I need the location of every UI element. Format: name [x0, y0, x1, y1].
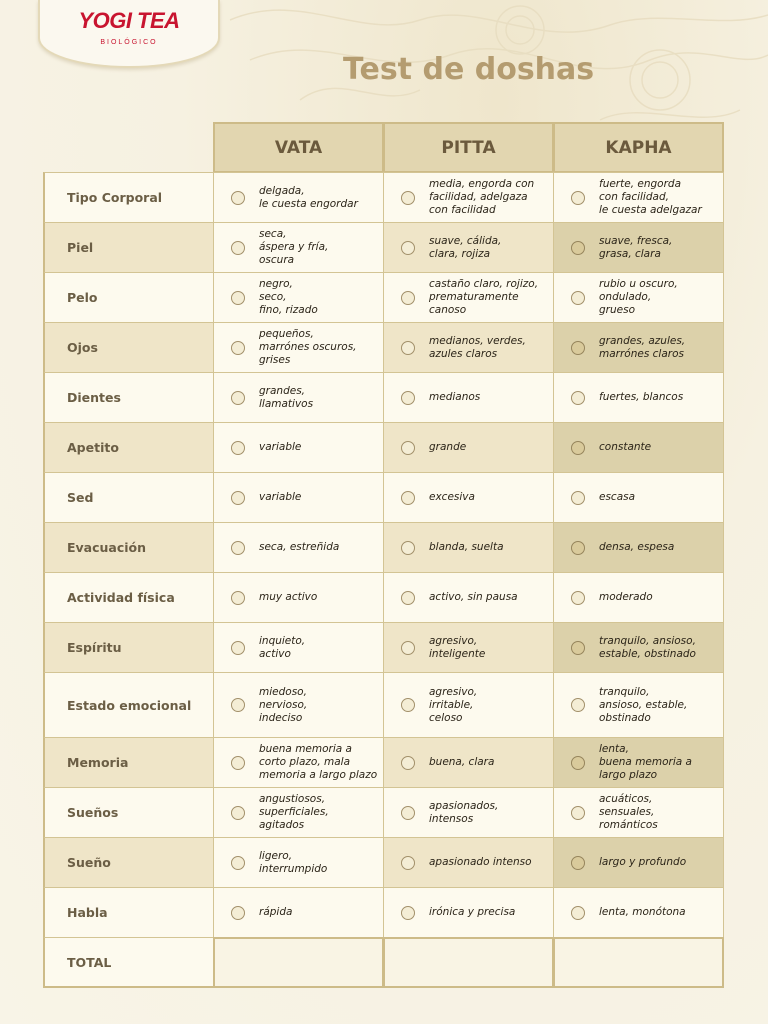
option-text: apasionado intenso: [429, 856, 532, 868]
option-text: blanda, suelta: [429, 541, 504, 553]
column-header-kapha: KAPHA: [553, 122, 724, 173]
option-cell-vata[interactable]: [213, 737, 384, 788]
radio-button[interactable]: [231, 906, 245, 920]
page-title: Test de doshas: [343, 52, 595, 87]
option-text: muy activo: [259, 591, 318, 603]
radio-button[interactable]: [231, 591, 245, 605]
row-label: Tipo Corporal: [43, 172, 214, 223]
option-cell-kapha[interactable]: [553, 422, 724, 473]
option-cell-kapha[interactable]: [553, 272, 724, 323]
option-text: grande: [429, 441, 467, 453]
option-cell-vata[interactable]: [213, 672, 384, 738]
option-cell-vata[interactable]: [213, 472, 384, 523]
option-text: grandes, azules, marrónes claros: [599, 334, 686, 360]
row-label: Estado emocional: [43, 672, 214, 738]
radio-button[interactable]: [231, 191, 245, 205]
option-text: constante: [599, 441, 652, 453]
radio-button[interactable]: [401, 591, 415, 605]
column-header-pitta: PITTA: [383, 122, 554, 173]
option-text: lenta, monótona: [599, 906, 686, 918]
option-text: rápida: [259, 906, 293, 918]
option-text: buena, clara: [429, 756, 495, 768]
option-cell-kapha[interactable]: [553, 372, 724, 423]
empty-corner: [44, 123, 214, 173]
option-cell-kapha[interactable]: [553, 522, 724, 573]
radio-button[interactable]: [231, 441, 245, 455]
option-text: inquieto, activo: [259, 634, 306, 660]
radio-button[interactable]: [231, 291, 245, 305]
option-text: agresivo, irritable, celoso: [429, 685, 478, 724]
radio-button[interactable]: [401, 291, 415, 305]
row-label: Evacuación: [43, 522, 214, 573]
radio-button[interactable]: [401, 806, 415, 820]
option-text: moderado: [599, 591, 653, 603]
option-cell-kapha[interactable]: [553, 322, 724, 373]
option-text: ligero, interrumpido: [259, 849, 328, 875]
radio-button[interactable]: [401, 641, 415, 655]
radio-button[interactable]: [401, 191, 415, 205]
option-cell-vata[interactable]: [213, 787, 384, 838]
radio-button[interactable]: [571, 856, 585, 870]
radio-button[interactable]: [571, 756, 585, 770]
option-text: castaño claro, rojizo, prematuramente canoso: [429, 278, 539, 316]
radio-button[interactable]: [231, 806, 245, 820]
radio-button[interactable]: [231, 341, 245, 355]
option-text: rubio u oscuro, ondulado, grueso: [599, 278, 678, 316]
option-cell-kapha[interactable]: [553, 622, 724, 673]
option-text: irónica y precisa: [429, 906, 516, 918]
option-text: fuerte, engorda con facilidad, le cuesta adelgazar: [599, 178, 702, 216]
option-cell-vata[interactable]: [213, 422, 384, 473]
option-cell-vata[interactable]: [213, 622, 384, 673]
radio-button[interactable]: [231, 241, 245, 255]
row-label: Espíritu: [43, 622, 214, 673]
radio-button[interactable]: [401, 391, 415, 405]
option-cell-pitta[interactable]: [383, 837, 554, 888]
option-cell-kapha[interactable]: [553, 222, 724, 273]
option-cell-kapha[interactable]: [553, 472, 724, 523]
option-cell-kapha[interactable]: [553, 837, 724, 888]
radio-button[interactable]: [401, 856, 415, 870]
radio-button[interactable]: [571, 591, 585, 605]
radio-button[interactable]: [571, 806, 585, 820]
radio-button[interactable]: [571, 441, 585, 455]
radio-button[interactable]: [401, 441, 415, 455]
column-header-vata: VATA: [213, 122, 384, 173]
option-text: escasa: [599, 491, 636, 503]
radio-button[interactable]: [571, 291, 585, 305]
row-label: Sueño: [43, 837, 214, 888]
option-text: angustiosos, superficiales, agitados: [259, 793, 329, 831]
row-label: Apetito: [43, 422, 214, 473]
radio-button[interactable]: [231, 391, 245, 405]
option-cell-pitta[interactable]: [383, 672, 554, 738]
option-cell-pitta[interactable]: [383, 422, 554, 473]
option-text: suave, fresca, grasa, clara: [599, 234, 673, 260]
option-text: lenta, buena memoria a largo plazo: [599, 743, 692, 781]
option-text: grandes, llamativos: [259, 384, 314, 410]
option-text: densa, espesa: [599, 541, 675, 553]
radio-button[interactable]: [231, 491, 245, 505]
option-text: largo y profundo: [599, 856, 687, 868]
total-field-pitta[interactable]: [383, 937, 554, 988]
option-cell-pitta[interactable]: [383, 472, 554, 523]
radio-button[interactable]: [231, 856, 245, 870]
option-cell-pitta[interactable]: [383, 172, 554, 223]
radio-button[interactable]: [571, 341, 585, 355]
option-cell-pitta[interactable]: [383, 887, 554, 938]
dosha-test-table: [44, 123, 724, 988]
option-text: fuertes, blancos: [599, 391, 684, 403]
option-cell-pitta[interactable]: [383, 737, 554, 788]
option-cell-vata[interactable]: [213, 172, 384, 223]
radio-button[interactable]: [571, 491, 585, 505]
option-cell-vata[interactable]: [213, 837, 384, 888]
option-text: delgada, le cuesta engordar: [259, 184, 358, 210]
option-cell-vata[interactable]: [213, 522, 384, 573]
row-label: Ojos: [43, 322, 214, 373]
radio-button[interactable]: [231, 541, 245, 555]
option-cell-pitta[interactable]: [383, 522, 554, 573]
option-text: media, engorda con facilidad, adelgaza con facilidad: [429, 178, 535, 216]
radio-button[interactable]: [571, 541, 585, 555]
option-text: activo, sin pausa: [429, 591, 518, 603]
option-cell-kapha[interactable]: [553, 887, 724, 938]
option-text: excesiva: [429, 491, 475, 503]
option-text: agresivo, inteligente: [429, 634, 486, 660]
radio-button[interactable]: [231, 698, 245, 712]
option-text: seca, áspera y fría, oscura: [259, 228, 329, 266]
option-cell-pitta[interactable]: [383, 622, 554, 673]
option-cell-vata[interactable]: [213, 887, 384, 938]
option-text: suave, cálida, clara, rojiza: [429, 234, 502, 260]
row-label: Piel: [43, 222, 214, 273]
total-field-vata[interactable]: [213, 937, 384, 988]
option-cell-pitta[interactable]: [383, 322, 554, 373]
option-cell-pitta[interactable]: [383, 572, 554, 623]
option-cell-vata[interactable]: [213, 572, 384, 623]
option-text: variable: [259, 491, 302, 503]
row-label: Sed: [43, 472, 214, 523]
brand-logo: [38, 0, 220, 68]
option-cell-kapha[interactable]: [553, 572, 724, 623]
option-text: medianos: [429, 391, 481, 403]
radio-button[interactable]: [571, 698, 585, 712]
radio-button[interactable]: [401, 698, 415, 712]
total-label: TOTAL: [43, 937, 214, 988]
option-cell-kapha[interactable]: [553, 787, 724, 838]
option-cell-vata[interactable]: [213, 272, 384, 323]
option-text: tranquilo, ansioso, estable, obstinado: [599, 685, 688, 724]
radio-button[interactable]: [571, 641, 585, 655]
option-cell-vata[interactable]: [213, 372, 384, 423]
option-cell-vata[interactable]: [213, 222, 384, 273]
logo-text: YOGI TEA: [78, 8, 180, 33]
option-text: seca, estreñida: [259, 541, 340, 553]
option-text: buena memoria a corto plazo, mala memoria a largo plazo: [259, 743, 378, 781]
row-label: Pelo: [43, 272, 214, 323]
option-cell-kapha[interactable]: [553, 737, 724, 788]
row-label: Memoria: [43, 737, 214, 788]
option-cell-pitta[interactable]: [383, 787, 554, 838]
option-text: apasionados, intensos: [429, 799, 499, 825]
option-cell-pitta[interactable]: [383, 222, 554, 273]
row-label: Dientes: [43, 372, 214, 423]
option-text: tranquilo, ansioso, estable, obstinado: [599, 634, 696, 660]
row-label: Sueños: [43, 787, 214, 838]
radio-button[interactable]: [401, 341, 415, 355]
radio-button[interactable]: [231, 641, 245, 655]
option-text: negro, seco, fino, rizado: [259, 278, 318, 316]
radio-button[interactable]: [401, 541, 415, 555]
radio-button[interactable]: [401, 491, 415, 505]
logo-subtitle: BIOLÓGICO: [100, 39, 158, 46]
radio-button[interactable]: [571, 391, 585, 405]
total-field-kapha[interactable]: [553, 937, 724, 988]
radio-button[interactable]: [571, 241, 585, 255]
option-cell-kapha[interactable]: [553, 172, 724, 223]
option-cell-pitta[interactable]: [383, 372, 554, 423]
radio-button[interactable]: [401, 756, 415, 770]
option-cell-kapha[interactable]: [553, 672, 724, 738]
radio-button[interactable]: [571, 906, 585, 920]
radio-button[interactable]: [571, 191, 585, 205]
option-text: acuáticos, sensuales, románticos: [599, 793, 658, 831]
option-text: medianos, verdes, azules claros: [429, 334, 526, 360]
option-text: miedoso, nervioso, indeciso: [259, 685, 308, 724]
row-label: Habla: [43, 887, 214, 938]
radio-button[interactable]: [401, 906, 415, 920]
option-text: variable: [259, 441, 302, 453]
option-cell-vata[interactable]: [213, 322, 384, 373]
radio-button[interactable]: [231, 756, 245, 770]
option-text: pequeños, marrónes oscuros, grises: [259, 328, 357, 366]
option-cell-pitta[interactable]: [383, 272, 554, 323]
row-label: Actividad física: [43, 572, 214, 623]
radio-button[interactable]: [401, 241, 415, 255]
